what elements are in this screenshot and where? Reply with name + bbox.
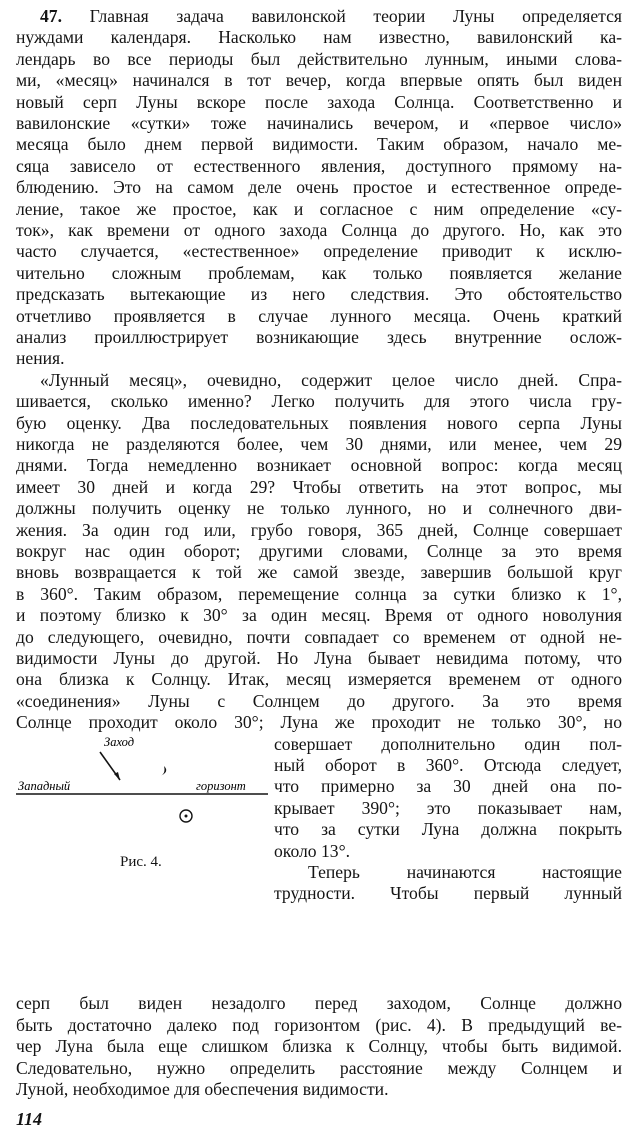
- text-line: чер Луна была еще слишком близка к Солнцу, чтобы быть видимой.: [16, 1036, 622, 1057]
- horizon-label: горизонт: [196, 778, 246, 793]
- text-line: в 360°. Таким образом, перемещение солнца за сутки близко к 1°,: [16, 583, 622, 604]
- page-number: 114: [16, 1109, 43, 1129]
- text-line: Луной, необходимое для обеспечения видимости.: [16, 1079, 389, 1099]
- paragraph-number: 47.: [40, 6, 62, 26]
- text-line: сяца зависело от естественного явления, доступного прямому на-: [16, 155, 622, 176]
- text-line: и поэтому близко к 30° за один месяц. Время от одного новолуния: [16, 605, 622, 626]
- text-line: ный оборот в 360°. Отсюда следует,: [274, 755, 622, 775]
- text-line: анализ проиллюстрирует возникающие здесь внутренние ослож-: [16, 327, 622, 347]
- text-line: около 13°.: [274, 840, 351, 861]
- text-line: нуждами календаря. Насколько нам известно, вавилонский ка-: [16, 27, 622, 48]
- text-line: часто случается, «естественное» определение приводит к исклю-: [16, 241, 622, 262]
- figure-4-diagram: [14, 728, 270, 858]
- text-line: вокруг нас один оборот; другими словами, Солнце за это время: [16, 541, 622, 561]
- text-line: жения. За один год или, грубо говоря, 365 дней, Солнце совершает: [16, 519, 622, 540]
- text-line: вавилонские «сутки» тоже начинались вечером, и «первое число»: [16, 113, 622, 133]
- text-line: ление, такое же простое, как и согласное с ним определение «су-: [16, 198, 622, 219]
- moon-crescent-icon: [160, 766, 166, 776]
- text-line: нения.: [16, 348, 65, 369]
- sun-center-dot: [185, 814, 188, 817]
- text-line: Солнце проходит около 30°; Луна же проходит не только 30°, но: [16, 712, 622, 733]
- sunset-label: Заход: [104, 734, 135, 749]
- text-line: до следующего, очевидно, почти совпадает со временем от одной не-: [16, 626, 622, 647]
- text-line: блюдению. Это на самом деле очень простое и естественное опреде-: [16, 177, 622, 198]
- text-line: совершает дополнительно один пол-: [274, 733, 622, 754]
- text-line: лендарь во все периоды был действительно лунным, иными слова-: [16, 48, 622, 69]
- text-line: бую оценку. Два последовательных появления нового серпа Луны: [16, 412, 622, 433]
- text-line: месяца было днем первой видимости. Таким образом, начало ме-: [16, 134, 622, 155]
- text-line: серп был виден незадолго перед заходом, Солнце должно: [16, 993, 622, 1014]
- text-line: ми, «месяц» начинался в тот вечер, когда впервые опять был виден: [16, 70, 622, 91]
- text-line: она близка к Солнцу. Итак, месяц измеряется временем от одного: [16, 669, 622, 690]
- text-line: предсказать вытекающие из него следствия. Это обстоятельство: [16, 284, 622, 305]
- figure-caption: Рис. 4.: [120, 853, 162, 870]
- text-line: Следовательно, нужно определить расстояние между Солнцем и: [16, 1057, 622, 1078]
- text-line: отчетливо проявляется в случае лунного месяца. Очень краткий: [16, 305, 622, 326]
- text-line: никогда не разделяются более, чем 30 днями, или менее, чем 29: [16, 434, 622, 454]
- text-line: вновь возвращается к той же самой звезде, завершив большой круг: [16, 562, 622, 583]
- text-line: быть достаточно далеко под горизонтом (рис. 4). В предыдущий ве-: [16, 1014, 622, 1035]
- text-line: «Лунный месяц», очевидно, содержит целое число дней. Спра-: [40, 369, 622, 390]
- text-line: днями. Тогда немедленно возникает основной вопрос: когда месяц: [16, 455, 622, 476]
- text-line: имеет 30 дней и когда 29? Чтобы ответить на этот вопрос, мы: [16, 476, 622, 497]
- text-line: чительно сложным проблемам, как только появляется желание: [16, 262, 622, 283]
- text-line: трудности. Чтобы первый лунный: [274, 883, 622, 904]
- text-line: «соединения» Луны с Солнцем до другого. За это время: [16, 690, 622, 711]
- text-line: должны получить оценку не только лунного, но и солнечного дви-: [16, 498, 622, 519]
- text-line: ток», как времени от одного захода Солнца до другого. Но, как это: [16, 220, 622, 240]
- text-line: 47. Главная задача вавилонской теории Луны определяется: [40, 6, 622, 26]
- text-line: шивается, сколько именно? Легко получить для этого числа гру-: [16, 391, 622, 412]
- text-line: видимости Луны до другой. Но Луна бывает невидима потому, что: [16, 648, 622, 668]
- text-line: новый серп Луны вскоре после захода Солнца. Соответственно и: [16, 91, 622, 112]
- text-line: Теперь начинаются настоящие: [308, 862, 622, 882]
- west-label: Западный: [18, 778, 71, 793]
- text-line: крывает 390°; это показывает нам,: [274, 797, 622, 818]
- text-line: что за сутки Луна должна покрыть: [274, 819, 622, 840]
- text-line: что примерно за 30 дней она по-: [274, 776, 622, 797]
